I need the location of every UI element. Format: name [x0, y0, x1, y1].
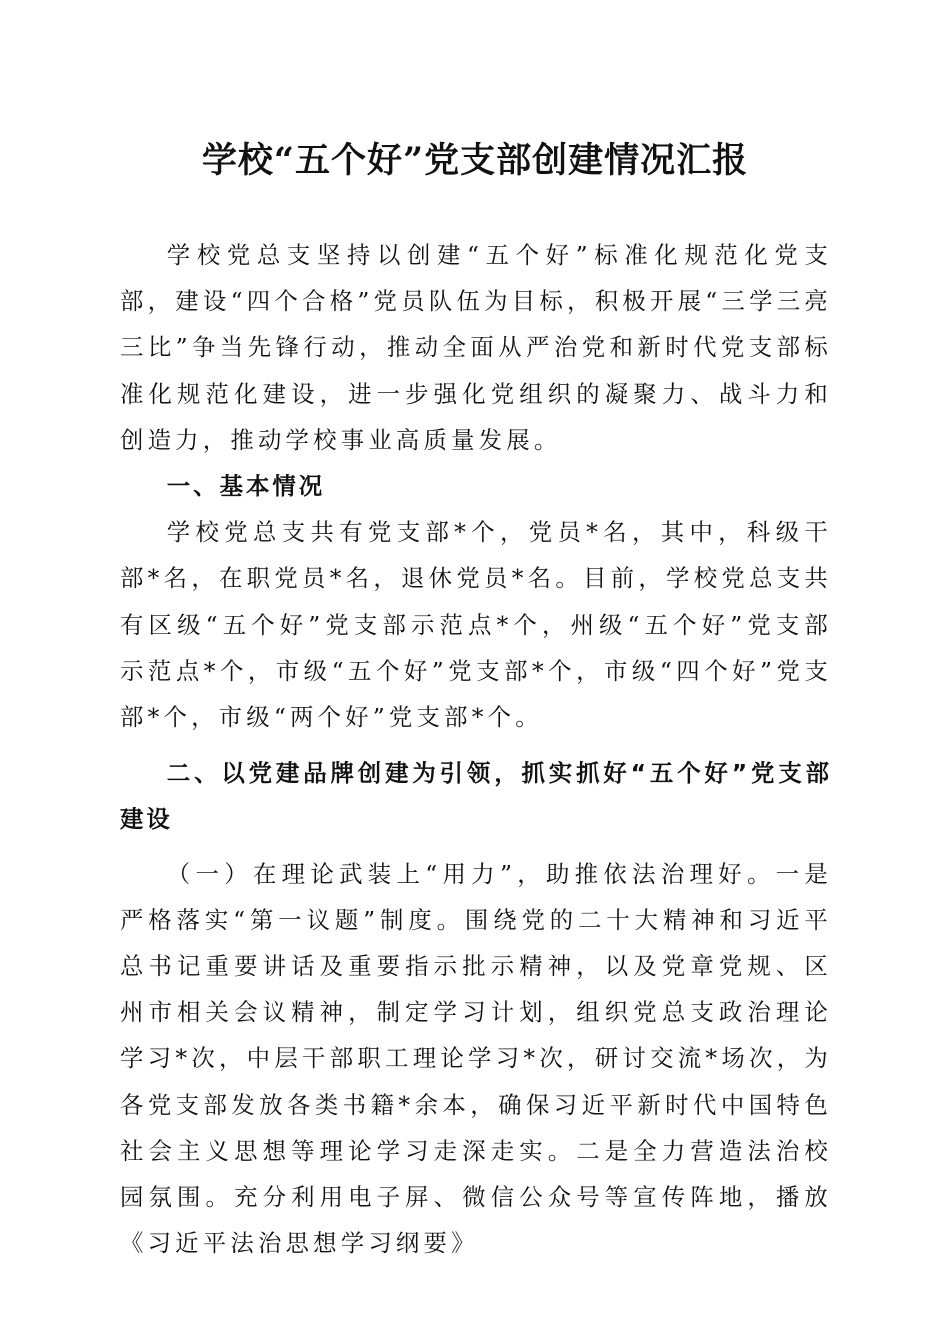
- document-body: [120, 232, 832, 1266]
- theory-paragraph: （一）在理论武装上“用力”，助推依法治理好。一是严格落实“第一议题”制度。围绕党的二十大精神和习近平总书记重要讲话及重要指示批示精神，以及党章党规、区州市相关会议精神，制定学习计划，组织党总支政治理论学习*次，中层干部职工理论学习*次，研讨交流*场次，为各党支部发放各类书籍*余本，确保习近平新时代中国特色社会主义思想等理论学习走深走实。二是全力营造法治校园氛围。充分利用电子屏、微信公众号等宣传阵地，播放《习近平法治思想学习纲要》: [120, 859, 832, 1258]
- intro-paragraph: 学校党总支坚持以创建“五个好”标准化规范化党支部，建设“四个合格”党员队伍为目标，积极开展“三学三亮三比”争当先锋行动，推动全面从严治党和新时代党支部标准化规范化建设，进一步强化党组织的凝聚力、战斗力和创造力，推动学校事业高质量发展。: [120, 241, 832, 454]
- section-heading-brand-building: 二、以党建品牌创建为引领，抓实抓好“五个好”党支部建设: [120, 759, 832, 834]
- section-heading-basic-info: 一、基本情况: [166, 472, 326, 501]
- document-title: 学校“五个好”党支部创建情况汇报: [201, 140, 749, 181]
- basic-info-paragraph: 学校党总支共有党支部*个，党员*名，其中，科级干部*名，在职党员*名，退休党员*名。目前，学校党总支共有区级“五个好”党支部示范点*个，州级“五个好”党支部示范点*个，市级“五个好”党支部*个，市级“四个好”党支部*个，市级“两个好”党支部*个。: [120, 518, 832, 732]
